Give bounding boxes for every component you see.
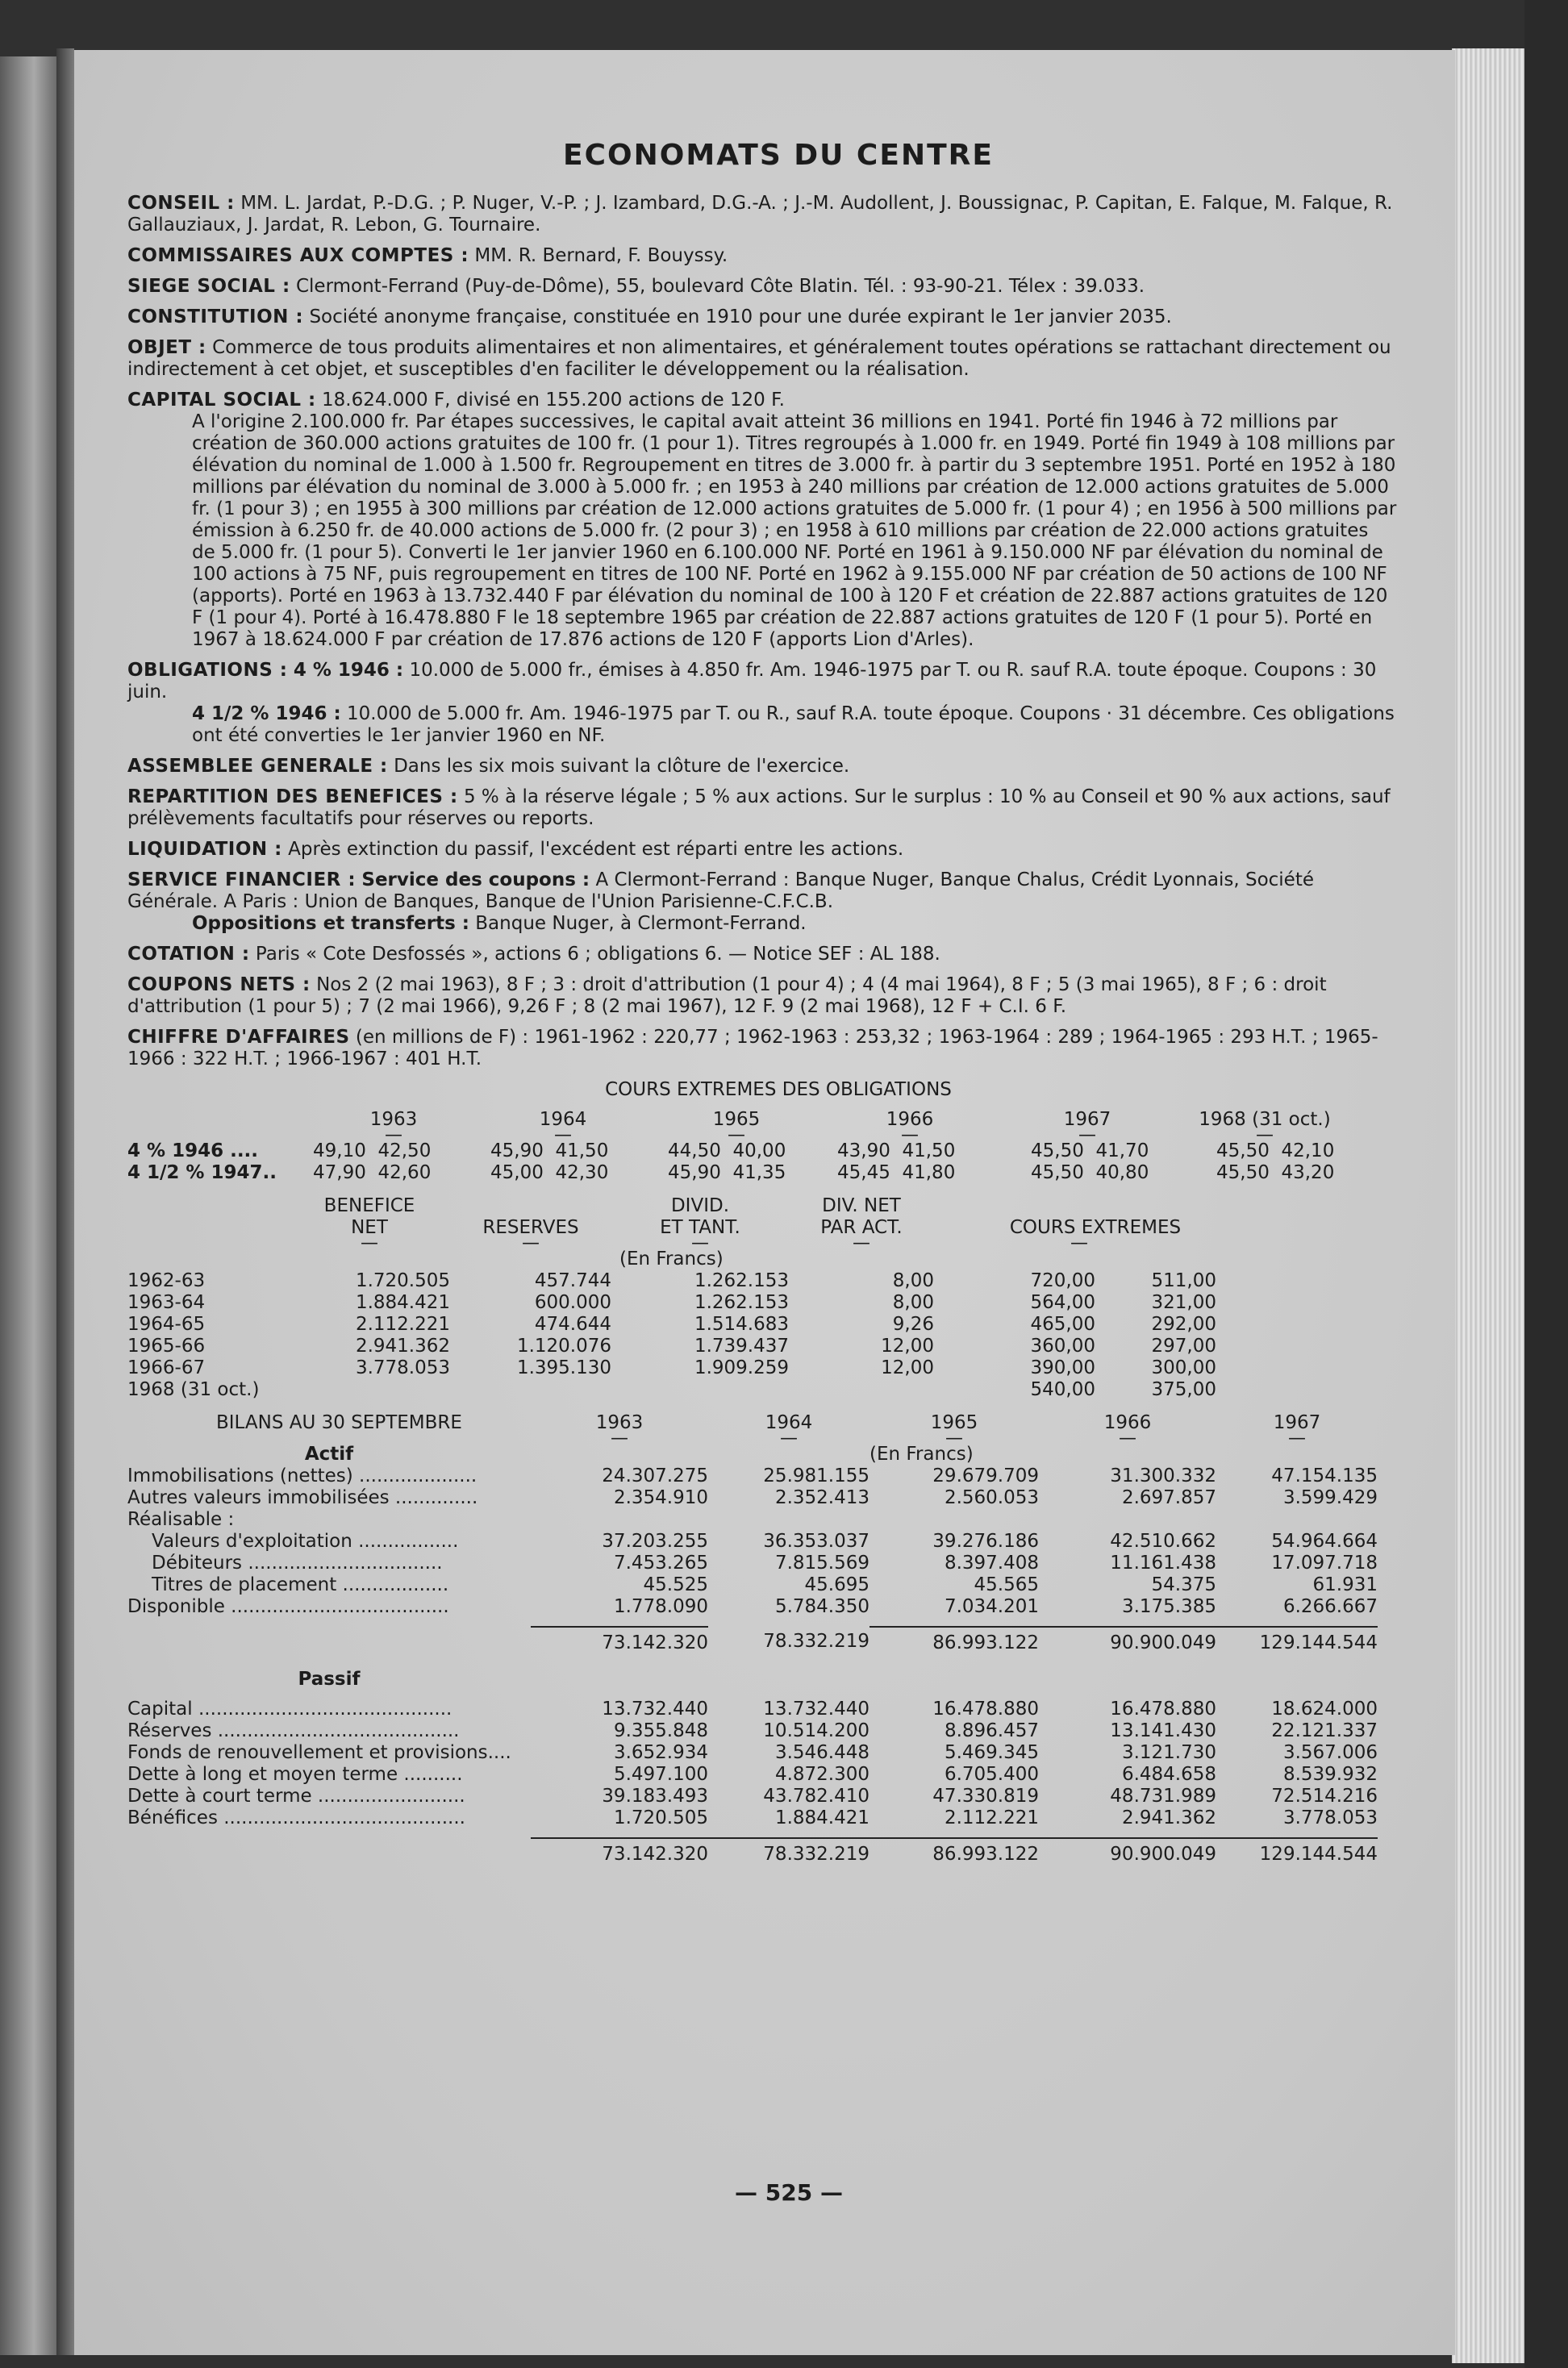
- value-bas: 42,50: [377, 1140, 432, 1161]
- row-label: Disponible .....................................: [127, 1596, 449, 1617]
- header-divnet: DIV. NET: [822, 1195, 901, 1216]
- row-value: 3.778.053: [1282, 1807, 1378, 1828]
- obligation-2-label: 4 1/2 % 1946 :: [192, 703, 341, 724]
- service-transferts-label: Oppositions et transferts :: [192, 913, 469, 934]
- table-row: [127, 1336, 1397, 1357]
- scan-shadow: [1524, 0, 1568, 2368]
- entry-label: SIEGE SOCIAL :: [127, 276, 290, 297]
- total-value: 73.142.320: [531, 1837, 708, 1866]
- row-value: 2.352.413: [774, 1487, 869, 1508]
- entry-text: Société anonyme française, constituée en 1910 pour une durée expirant le 1er janvier 2035.: [309, 306, 1172, 327]
- row-value: 7.815.569: [774, 1553, 869, 1574]
- row-label: Valeurs d'exploitation .................: [152, 1531, 459, 1552]
- row-value: 24.307.275: [602, 1465, 708, 1486]
- entry-label: SERVICE FINANCIER :: [127, 869, 357, 890]
- value-haut: 44,50: [668, 1140, 721, 1161]
- year-header: 1967: [1063, 1109, 1111, 1130]
- cell-benefice: 3.778.053: [355, 1357, 450, 1378]
- cell-divid: 1.262.153: [694, 1270, 789, 1291]
- total-value: 86.993.122: [869, 1837, 1039, 1866]
- entry-label: CHIFFRE D'AFFAIRES: [127, 1027, 350, 1048]
- passif-total-row: [127, 1837, 1397, 1866]
- cell-divid: 1.262.153: [694, 1292, 789, 1313]
- value-bas: 42,60: [377, 1162, 432, 1183]
- row-value: 5.497.100: [613, 1764, 708, 1785]
- cell-benefice: [289, 1379, 450, 1401]
- row-value: 39.276.186: [932, 1531, 1039, 1552]
- entry-label: COUPONS NETS :: [127, 974, 311, 995]
- service-coupons-text: A Clermont-Ferrand : Banque Nuger, Banque Chalus, Crédit Lyonnais, Société Générale. A Paris : Union de Banques, Banque de l'Union Parisienne-C.F.C.B.: [127, 869, 1315, 912]
- cell-divid: [611, 1379, 789, 1401]
- row-value: 7.034.201: [944, 1596, 1039, 1617]
- entry-text: 5 % à la réserve légale ; 5 % aux actions. Sur le surplus : 10 % au Conseil et 90 % aux actions, sauf prélèvements facultatifs pour réserves ou reports.: [127, 786, 1391, 829]
- cell-year: 1966-67: [127, 1357, 206, 1378]
- entry-objet: [127, 337, 1397, 381]
- header-cours: COURS EXTREMES: [1009, 1217, 1182, 1238]
- value-haut: 43,90: [837, 1140, 890, 1161]
- actif-total-row: [127, 1626, 1397, 1654]
- year-header: 1968 (31 oct.): [1199, 1109, 1331, 1130]
- service-coupons-label: Service des coupons :: [361, 869, 590, 890]
- value-bas: 41,50: [902, 1140, 956, 1161]
- entry-label: CONSEIL :: [127, 193, 235, 214]
- row-value: [708, 1509, 869, 1531]
- row-label: Réalisable :: [127, 1509, 235, 1530]
- cell-benefice: 1.720.505: [355, 1270, 450, 1291]
- entry-obligations: [127, 660, 1397, 747]
- entry-text: Après extinction du passif, l'excédent est réparti entre les actions.: [288, 839, 904, 860]
- value-bas: 41,50: [555, 1140, 609, 1161]
- row-value: 48.731.989: [1110, 1786, 1216, 1807]
- actif-rows: [127, 1465, 1397, 1618]
- row-label: Dette à court terme .........................: [127, 1786, 465, 1807]
- row-value: 54.964.664: [1271, 1531, 1378, 1552]
- book-gutter: [56, 48, 74, 2355]
- row-value: 6.484.658: [1121, 1764, 1216, 1785]
- row-value: 31.300.332: [1110, 1465, 1216, 1486]
- passif-rows: [127, 1699, 1397, 1829]
- table-row: [127, 1786, 1397, 1807]
- row-value: 8.539.932: [1282, 1764, 1378, 1785]
- row-value: [531, 1509, 708, 1531]
- row-label: Immobilisations (nettes) ....................: [127, 1465, 477, 1486]
- document-page: [74, 50, 1455, 2355]
- capital-history: A l'origine 2.100.000 fr. Par étapes successives, le capital avait atteint 36 millions en 1941. Porté fin 1946 à 72 millions par création de 360.000 actions gratuites de 100 fr. (1 pour 1). Titres regroupés à 1.000 fr. en 1949. Porté fin 1949 à 108 millions par élévation du nominal de 1.000 à 1.500 fr. Regroupement en titres de 3.000 fr. à partir du 3 septembre 1951. Porté en 1952 à 180 millions par élévation du nominal de 3.000 à 5.000 fr. ; en 1953 à 240 millions par création de 12.000 actions gratuites de 5.000 fr. (1 pour 3) ; en 1955 à 300 millions par création de 12.000 actions gratuites de 5.000 fr. (1 pour 4) ; en 1956 à 500 millions par émission à 6.250 fr. de 40.000 actions de 5.000 fr. (2 pour 3) ; en 1958 à 610 millions par création de 22.000 actions gratuites de 5.000 fr. (1 pour 5). Converti le 1er janvier 1960 en 6.100.000 NF. Porté en 1961 à 9.150.000 NF par élévation du nominal de 100 actions à 75 NF, puis regroupement en titres de 100 NF. Porté en 1962 à 9.155.000 NF par création de 50 actions de 100 NF (apports). Porté en 1963 à 13.732.440 F par élévation du nominal de 100 à 120 F et création de 22.887 actions gratuites de 120 F (1 pour 4). Porté à 16.478.880 F le 18 septembre 1965 par création de 22.887 actions gratuites de 120 F (1 pour 5). Porté en 1967 à 18.624.000 F par création de 17.876 actions de 120 F (apports Lion d'Arles).: [192, 411, 1397, 650]
- row-label: 4 1/2 % 1947..: [127, 1162, 277, 1183]
- passif-label: Passif: [298, 1669, 361, 1690]
- row-value: 42.510.662: [1110, 1531, 1216, 1552]
- value-haut: 45,50: [1216, 1162, 1270, 1183]
- cell-year: 1964-65: [127, 1314, 206, 1335]
- entry-label: REPARTITION DES BENEFICES :: [127, 786, 458, 807]
- header-net: NET: [351, 1217, 388, 1238]
- row-value: 1.720.505: [613, 1807, 708, 1828]
- entry-text: Nos 2 (2 mai 1963), 8 F ; 3 : droit d'attribution (1 pour 4) ; 4 (4 mai 1964), 8 F ; 5 (3 mai 1965), 8 F ; 6 : droit d'attribution (1 pour 5) ; 7 (2 mai 1966), 9,26 F ; 8 (2 mai 1967), 12 F. 9 (2 mai 1968), 12 F + C.I. 6 F.: [127, 974, 1327, 1017]
- entry-coupons: [127, 974, 1397, 1018]
- entry-label: OBLIGATIONS :: [127, 660, 288, 681]
- table-header-row: [127, 1412, 1397, 1434]
- entry-cotation: [127, 944, 1397, 965]
- entry-repartition: [127, 786, 1397, 830]
- table-row: [127, 1531, 1397, 1553]
- year-header: 1966: [1103, 1412, 1152, 1433]
- row-value: 43.782.410: [763, 1786, 869, 1807]
- year-header: 1967: [1273, 1412, 1321, 1433]
- unit-label: (En Francs): [869, 1444, 974, 1465]
- service-transferts: [127, 913, 1397, 935]
- entry-text: MM. L. Jardat, P.-D.G. ; P. Nuger, V.-P. ; J. Izambard, D.G.-A. ; J.-M. Audollent, J. Boussignac, P. Capitan, E. Falque, M. Falque, R. Gallauziaux, J. Jardat, R. Lebon, G. Tournaire.: [127, 193, 1393, 236]
- row-value: 17.097.718: [1271, 1553, 1378, 1574]
- benefices-rows: [127, 1270, 1397, 1401]
- entry-text: Commerce de tous produits alimentaires et non alimentaires, et généralement toutes opérations se rattachant directement ou indirectement à cet objet, et susceptibles d'en faciliter le développement ou la réalisation.: [127, 337, 1391, 380]
- total-value: 78.332.219: [763, 1631, 869, 1652]
- cell-bas: 321,00: [1151, 1292, 1216, 1313]
- value-haut: 45,90: [490, 1140, 544, 1161]
- cell-divnet: 12,00: [881, 1357, 934, 1378]
- row-value: 54.375: [1151, 1574, 1216, 1595]
- cell-divid: 1.739.437: [694, 1336, 789, 1357]
- year-header: 1966: [886, 1109, 934, 1130]
- table-row: [127, 1162, 1397, 1184]
- obligation-2-text: 10.000 de 5.000 fr. Am. 1946-1975 par T. ou R., sauf R.A. toute époque. Coupons · 31 décembre. Ces obligations ont été converties le 1er janvier 1960 en NF.: [192, 703, 1395, 746]
- table-row: [127, 1764, 1397, 1786]
- cell-benefice: 2.941.362: [355, 1336, 450, 1357]
- page-content: [127, 139, 1397, 1866]
- cell-year: 1962-63: [127, 1270, 206, 1291]
- cell-reserves: 1.120.076: [516, 1336, 611, 1357]
- table-row: [127, 1379, 1397, 1401]
- cell-reserves: 1.395.130: [516, 1357, 611, 1378]
- value-haut: 45,90: [668, 1162, 721, 1183]
- row-value: 29.679.709: [932, 1465, 1039, 1486]
- row-value: 11.161.438: [1110, 1553, 1216, 1574]
- cell-divid: 1.514.683: [694, 1314, 789, 1335]
- passif-header-row: [127, 1669, 1397, 1691]
- cell-haut: 360,00: [1030, 1336, 1095, 1357]
- table-header-row: [127, 1109, 1397, 1131]
- row-value: 5.784.350: [774, 1596, 869, 1617]
- year-header: 1963: [369, 1109, 418, 1130]
- row-value: [1039, 1509, 1216, 1531]
- entry-commissaires: [127, 245, 1397, 267]
- cell-divnet: 9,26: [892, 1314, 934, 1335]
- cell-haut: 720,00: [1030, 1270, 1095, 1291]
- table-row: [127, 1465, 1397, 1487]
- table-row: [127, 1487, 1397, 1509]
- page-stack-edge: [1452, 48, 1524, 2363]
- entry-siege: [127, 276, 1397, 298]
- year-header: 1964: [765, 1412, 813, 1433]
- row-label: Bénéfices .........................................: [127, 1807, 465, 1828]
- cell-year: 1963-64: [127, 1292, 206, 1313]
- cours-obligations-table: [127, 1079, 1397, 1184]
- cell-reserves: 600.000: [534, 1292, 611, 1313]
- table-title: COURS EXTREMES DES OBLIGATIONS: [605, 1079, 952, 1100]
- entry-text: (en millions de F) : 1961-1962 : 220,77 ; 1962-1963 : 253,32 ; 1963-1964 : 289 ; 1964-1965 : 293 H.T. ; 1965-1966 : 322 H.T. ; 1966-1967 : 401 H.T.: [127, 1027, 1378, 1069]
- table-row: [127, 1292, 1397, 1314]
- row-value: 3.175.385: [1121, 1596, 1216, 1617]
- entry-text: 18.624.000 F, divisé en 155.200 actions de 120 F.: [322, 390, 785, 411]
- row-value: 3.599.429: [1282, 1487, 1378, 1508]
- cell-haut: 390,00: [1030, 1357, 1095, 1378]
- table-row: [127, 1357, 1397, 1379]
- obligation-1-text: 10.000 de 5.000 fr., émises à 4.850 fr. Am. 1946-1975 par T. ou R. sauf R.A. toute époque. Coupons : 30 juin.: [127, 660, 1377, 702]
- cell-reserves: 457.744: [534, 1270, 611, 1291]
- entry-label: OBJET :: [127, 337, 206, 358]
- value-bas: 41,35: [732, 1162, 786, 1183]
- value-haut: 45,45: [837, 1162, 890, 1183]
- row-value: 13.141.430: [1110, 1720, 1216, 1741]
- year-header: 1965: [930, 1412, 978, 1433]
- total-value: 73.142.320: [531, 1626, 708, 1654]
- row-label: Fonds de renouvellement et provisions....: [127, 1742, 511, 1763]
- row-value: 22.121.337: [1271, 1720, 1378, 1741]
- header-reserves: RESERVES: [482, 1217, 579, 1238]
- entry-assemblee: [127, 756, 1397, 778]
- entry-text: Dans les six mois suivant la clôture de l'exercice.: [394, 756, 850, 777]
- value-haut: 47,90: [313, 1162, 366, 1183]
- row-value: 45.695: [804, 1574, 869, 1595]
- table-row: [127, 1807, 1397, 1829]
- value-bas: 41,80: [902, 1162, 956, 1183]
- row-value: 36.353.037: [763, 1531, 869, 1552]
- table-row: [127, 1596, 1397, 1618]
- value-bas: 40,80: [1095, 1162, 1149, 1183]
- row-value: 8.397.408: [944, 1553, 1039, 1574]
- entry-label: ASSEMBLEE GENERALE :: [127, 756, 388, 777]
- header-dashes: — — — — —: [611, 1428, 1306, 1449]
- entry-conseil: [127, 193, 1397, 236]
- row-value: 2.354.910: [613, 1487, 708, 1508]
- cell-divid: 1.909.259: [694, 1357, 789, 1378]
- actif-header-row: [127, 1444, 1397, 1465]
- value-bas: 41,70: [1095, 1140, 1149, 1161]
- value-haut: 45,00: [490, 1162, 544, 1183]
- row-label: Dette à long et moyen terme ..........: [127, 1764, 463, 1785]
- row-value: 6.266.667: [1282, 1596, 1378, 1617]
- entry-label: CAPITAL SOCIAL :: [127, 390, 316, 411]
- row-value: 2.941.362: [1121, 1807, 1216, 1828]
- cell-year: 1968 (31 oct.): [127, 1379, 260, 1400]
- row-value: 1.884.421: [774, 1807, 869, 1828]
- value-bas: 42,10: [1281, 1140, 1335, 1161]
- header-divid: DIVID.: [670, 1195, 730, 1216]
- table-row: [127, 1509, 1397, 1531]
- row-label: Réserves .........................................: [127, 1720, 460, 1741]
- header-par-act: PAR ACT.: [820, 1217, 903, 1238]
- year-header: 1965: [712, 1109, 761, 1130]
- row-value: 18.624.000: [1271, 1699, 1378, 1720]
- entry-text: MM. R. Bernard, F. Bouyssy.: [474, 245, 728, 266]
- row-value: 13.732.440: [602, 1699, 708, 1720]
- unit-row: [127, 1249, 1397, 1270]
- obligation-2: [127, 703, 1397, 747]
- cell-haut: 564,00: [1030, 1292, 1095, 1313]
- cell-bas: 375,00: [1151, 1379, 1216, 1400]
- row-value: 10.514.200: [763, 1720, 869, 1741]
- page-title: ECONOMATS DU CENTRE: [563, 139, 994, 172]
- cell-divnet: [789, 1379, 934, 1401]
- total-value: 90.900.049: [1039, 1837, 1216, 1866]
- table-row: [127, 1270, 1397, 1292]
- row-value: 7.453.265: [613, 1553, 708, 1574]
- total-value: 90.900.049: [1039, 1626, 1216, 1654]
- row-value: 9.355.848: [613, 1720, 708, 1741]
- cell-haut: 540,00: [1030, 1379, 1095, 1400]
- total-value: 129.144.544: [1216, 1837, 1378, 1866]
- value-haut: 45,50: [1216, 1140, 1270, 1161]
- row-value: 25.981.155: [763, 1465, 869, 1486]
- total-value: 129.144.544: [1216, 1626, 1378, 1654]
- entry-text: Clermont-Ferrand (Puy-de-Dôme), 55, boulevard Côte Blatin. Tél. : 93-90-21. Télex : 39.033.: [295, 276, 1145, 297]
- row-value: 47.154.135: [1271, 1465, 1378, 1486]
- row-value: [869, 1509, 1039, 1531]
- row-value: 61.931: [1312, 1574, 1378, 1595]
- row-label: 4 % 1946 ....: [127, 1140, 259, 1161]
- cell-bas: 511,00: [1151, 1270, 1216, 1291]
- entry-constitution: [127, 306, 1397, 328]
- table-row: [127, 1140, 1397, 1162]
- table-row: [127, 1699, 1397, 1720]
- cell-benefice: 2.112.221: [355, 1314, 450, 1335]
- value-bas: 43,20: [1281, 1162, 1335, 1183]
- table-header-row: [127, 1195, 1397, 1217]
- row-value: 5.469.345: [944, 1742, 1039, 1763]
- row-value: 16.478.880: [1110, 1699, 1216, 1720]
- bilans-title: BILANS AU 30 SEPTEMBRE: [216, 1412, 462, 1433]
- table-header-row: [127, 1217, 1397, 1239]
- row-value: 4.872.300: [774, 1764, 869, 1785]
- year-header: 1964: [539, 1109, 587, 1130]
- row-value: 47.330.819: [932, 1786, 1039, 1807]
- value-haut: 45,50: [1031, 1140, 1084, 1161]
- table-row: [127, 1574, 1397, 1596]
- entry-label: COMMISSAIRES AUX COMPTES :: [127, 245, 469, 266]
- row-value: 2.560.053: [944, 1487, 1039, 1508]
- value-bas: 40,00: [732, 1140, 786, 1161]
- entry-label: LIQUIDATION :: [127, 839, 282, 860]
- cell-divnet: 12,00: [881, 1336, 934, 1357]
- row-value: 45.525: [643, 1574, 708, 1595]
- actif-label: Actif: [304, 1444, 354, 1465]
- cell-bas: 300,00: [1151, 1357, 1216, 1378]
- table-row: [127, 1742, 1397, 1764]
- row-label: Capital ...........................................: [127, 1699, 452, 1720]
- entry-label: CONSTITUTION :: [127, 306, 304, 327]
- header-dashes: — — — — —: [361, 1233, 1088, 1253]
- header-et-tant: ET TANT.: [660, 1217, 740, 1238]
- left-page-edge: [0, 56, 56, 2355]
- value-haut: 45,50: [1031, 1162, 1084, 1183]
- cell-divnet: 8,00: [892, 1270, 934, 1291]
- row-label: Autres valeurs immobilisées ..............: [127, 1487, 478, 1508]
- row-value: 3.652.934: [613, 1742, 708, 1763]
- row-value: 72.514.216: [1271, 1786, 1378, 1807]
- cell-reserves: [450, 1379, 611, 1401]
- row-value: 16.478.880: [932, 1699, 1039, 1720]
- table-row: [127, 1553, 1397, 1574]
- value-bas: 42,30: [555, 1162, 609, 1183]
- service-transferts-text: Banque Nuger, à Clermont-Ferrand.: [475, 913, 807, 934]
- row-value: [1216, 1509, 1378, 1531]
- page-number: — 525 —: [735, 2179, 843, 2206]
- row-value: 3.121.730: [1121, 1742, 1216, 1763]
- total-value: 78.332.219: [708, 1837, 869, 1866]
- benefices-table: [127, 1195, 1397, 1401]
- cell-divnet: 8,00: [892, 1292, 934, 1313]
- row-value: 2.112.221: [944, 1807, 1039, 1828]
- row-label: Titres de placement ..................: [152, 1574, 449, 1595]
- cell-year: 1965-66: [127, 1336, 206, 1357]
- year-header: 1963: [595, 1412, 644, 1433]
- cell-bas: 292,00: [1151, 1314, 1216, 1335]
- row-value: 37.203.255: [602, 1531, 708, 1552]
- obligation-1-label: 4 % 1946 :: [293, 660, 404, 681]
- cell-haut: 465,00: [1030, 1314, 1095, 1335]
- cell-bas: 297,00: [1151, 1336, 1216, 1357]
- header-benefice: BENEFICE: [323, 1195, 415, 1216]
- row-value: 2.697.857: [1121, 1487, 1216, 1508]
- row-value: 13.732.440: [763, 1699, 869, 1720]
- entry-chiffre-affaires: [127, 1027, 1397, 1070]
- entry-label: COTATION :: [127, 944, 250, 965]
- row-value: 8.896.457: [944, 1720, 1039, 1741]
- entry-service-financier: [127, 869, 1397, 935]
- total-value: 86.993.122: [869, 1626, 1039, 1654]
- row-value: 3.546.448: [774, 1742, 869, 1763]
- row-value: 3.567.006: [1282, 1742, 1378, 1763]
- table-row: [127, 1314, 1397, 1336]
- table-row: [127, 1720, 1397, 1742]
- row-value: 6.705.400: [944, 1764, 1039, 1785]
- cell-benefice: 1.884.421: [355, 1292, 450, 1313]
- header-dashes: — — — — — —: [385, 1125, 1274, 1145]
- unit-label: (En Francs): [619, 1249, 724, 1269]
- row-value: 1.778.090: [613, 1596, 708, 1617]
- entry-text: Paris « Cote Desfossés », actions 6 ; obligations 6. — Notice SEF : AL 188.: [255, 944, 940, 965]
- cell-reserves: 474.644: [534, 1314, 611, 1335]
- row-label: Débiteurs .................................: [152, 1553, 443, 1574]
- entry-liquidation: [127, 839, 1397, 861]
- row-value: 45.565: [974, 1574, 1039, 1595]
- entry-capital: [127, 390, 1397, 651]
- value-haut: 49,10: [313, 1140, 366, 1161]
- row-value: 39.183.493: [602, 1786, 708, 1807]
- bilans-table: [127, 1412, 1397, 1866]
